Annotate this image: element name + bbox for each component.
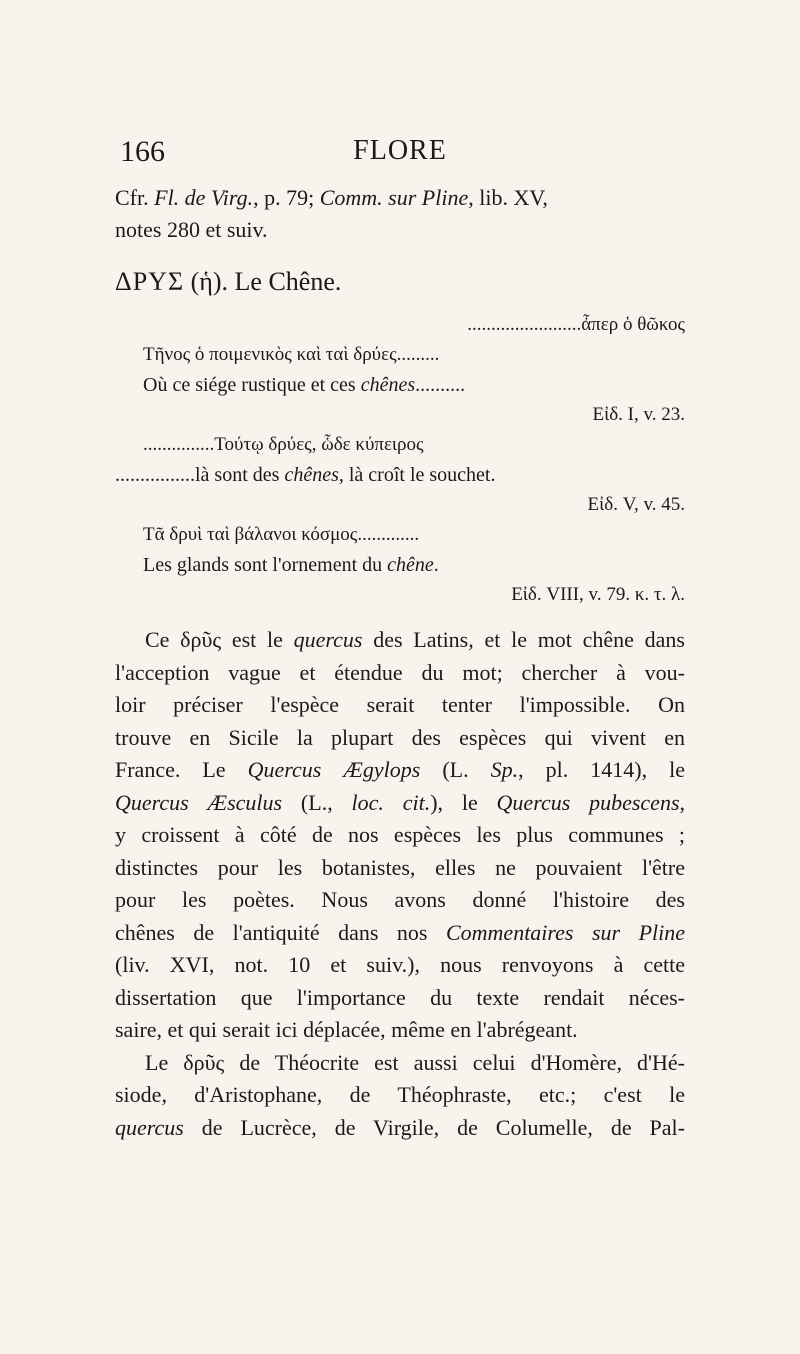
text-line: [115, 1047, 685, 1080]
intro-lib: , lib. XV,: [468, 185, 548, 210]
text-line: [115, 1079, 685, 1112]
page-number: 166: [120, 135, 165, 168]
quote-italic: chênes: [360, 374, 416, 396]
quote-ref: Εἰδ. V, v. 45.: [587, 494, 685, 515]
italic-term: Quercus Ægylops: [247, 757, 421, 782]
text-line: [115, 949, 685, 982]
text-run: Le δρῦς de Théocrite est aussi celui d'Homère, d'Hé-: [145, 1049, 685, 1075]
text-run: siode, d'Aristophane, de Théophraste, etc.; c'est le: [115, 1082, 685, 1107]
text-run: (liv. XVI, not. 10 et suiv.), nous renvoyons à cette: [115, 952, 685, 977]
text-run: pour les poètes. Nous avons donné l'histoire des: [115, 887, 685, 912]
body-text: [115, 182, 685, 1144]
text-run: l'acception vague et étendue du mot; chercher à vou-: [115, 659, 685, 685]
text-run: de Lucrèce, de Virgile, de Columelle, de Pal-: [183, 1114, 685, 1140]
italic-term: Sp.: [490, 757, 519, 782]
italic-term: Quercus pubescens: [496, 789, 680, 815]
running-head: [120, 135, 680, 175]
quote-line: ...............Τούτῳ δρύες, ὧδε κύπειρος: [143, 434, 424, 455]
text-run: Ce δρῦς est le: [145, 627, 294, 652]
text-run: loir préciser l'espèce serait tenter l'impossible. On: [115, 692, 685, 717]
quote-tail: .: [433, 554, 439, 576]
text-run: chênes de l'antiquité dans nos: [115, 919, 446, 945]
text-run: dissertation que l'importance du texte rendait néces-: [115, 984, 685, 1010]
commentary-paragraph: [115, 624, 685, 1144]
text-line: [115, 1112, 685, 1145]
text-line: [115, 852, 685, 885]
quote-ref: Εἰδ. VIII, v. 79. κ. τ. λ.: [511, 584, 685, 605]
intro-page: , p. 79;: [253, 185, 320, 210]
text-run: ,: [679, 789, 686, 815]
text-line: [115, 754, 685, 787]
running-title: FLORE: [353, 135, 447, 166]
text-line: [115, 917, 685, 950]
quote-tail: , là croît le souchet.: [338, 464, 496, 486]
text-line: [115, 722, 685, 755]
entry-gloss: Le Chêne.: [234, 267, 342, 296]
text-run: y croissent à côté de nos espèces les plus communes ;: [115, 822, 685, 847]
text-run: des Latins, et le mot chêne dans: [362, 627, 685, 652]
italic-term: quercus: [293, 627, 363, 652]
intro-ref-pline: Comm. sur Pline: [319, 185, 469, 210]
intro-line-1: [115, 182, 685, 214]
text-run: France. Le: [115, 757, 248, 782]
text-line: [115, 819, 685, 852]
text-run: ), le: [430, 789, 497, 815]
italic-term: Quercus Æsculus: [115, 789, 283, 815]
text-line: [115, 884, 685, 917]
quote-block-2: [115, 430, 685, 520]
quote-line: [115, 370, 685, 400]
quote-italic: chêne: [387, 554, 434, 576]
quote-line: [115, 550, 685, 580]
quote-tail: ..........: [415, 374, 466, 396]
quote-text: ................là sont des: [115, 464, 285, 486]
text-run: saire, et qui serait ici déplacée, même en l'abrégeant.: [115, 1017, 578, 1042]
quote-line: [115, 460, 685, 490]
text-line: [115, 787, 685, 820]
italic-term: quercus: [115, 1114, 184, 1140]
text-run: , pl. 1414), le: [518, 757, 685, 782]
intro-cfr: Cfr.: [115, 185, 155, 210]
entry-heading: [115, 266, 685, 298]
quote-line: ........................ἆπερ ὁ θῶκος: [467, 314, 685, 335]
italic-term: loc. cit.: [351, 789, 431, 815]
text-run: trouve en Sicile la plupart des espèces qui vivent en: [115, 724, 685, 750]
quote-line: Τῆνος ὁ ποιμενικὸς καὶ ταὶ δρύες.........: [143, 344, 440, 365]
text-run: (L.: [420, 757, 491, 782]
quote-line: Τᾶ δρυὶ ταὶ βάλανοι κόσμος.............: [143, 524, 420, 545]
text-line: [115, 657, 685, 690]
intro-line-2: notes 280 et suiv.: [115, 217, 268, 242]
text-run: distinctes pour les botanistes, elles ne pouvaient l'être: [115, 854, 685, 880]
text-line: [115, 689, 685, 722]
italic-term: Commentaires sur Pline: [445, 919, 686, 945]
text-line: [115, 982, 685, 1015]
quote-italic: chênes: [284, 464, 339, 486]
quote-text: Où ce siége rustique et ces: [143, 374, 361, 396]
intro-ref-virg: Fl. de Virg.: [154, 185, 254, 210]
text-line: [115, 624, 685, 657]
quote-block-3: [115, 520, 685, 610]
entry-article: (ἡ).: [190, 267, 229, 296]
quote-text: Les glands sont l'ornement du: [143, 554, 388, 576]
quote-ref: Εἰδ. I, v. 23.: [592, 404, 685, 425]
text-line: [115, 1014, 685, 1047]
entry-headword: ΔΡΥΣ: [115, 267, 185, 296]
quote-block-1: [115, 310, 685, 430]
text-run: (L.,: [282, 789, 352, 815]
